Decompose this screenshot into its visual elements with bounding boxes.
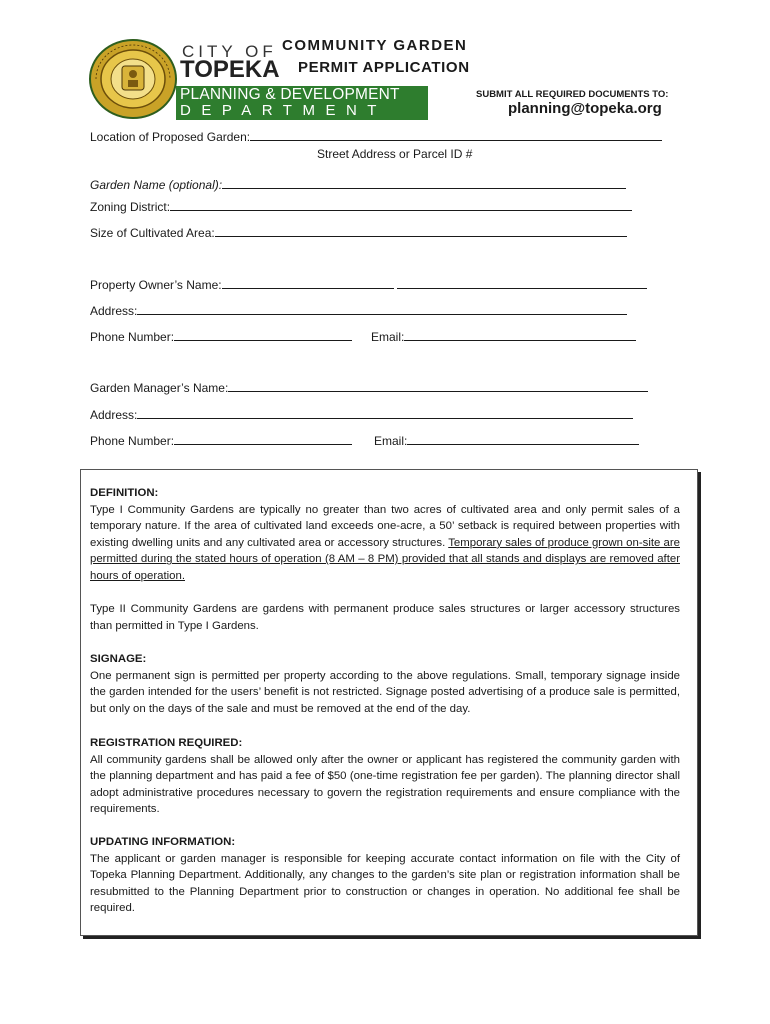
- owner-email-input[interactable]: [404, 329, 636, 341]
- manager-email-input[interactable]: [407, 433, 639, 445]
- manager-email-row: [374, 433, 639, 448]
- submit-instructions: SUBMIT ALL REQUIRED DOCUMENTS TO:: [476, 89, 669, 100]
- registration-section: [90, 735, 680, 818]
- location-hint: Street Address or Parcel ID #: [317, 147, 473, 161]
- type2-text: Type II Community Gardens are gardens with permanent produce sales structures or larger accessory structures than permitted in Type I Gardens.: [90, 603, 680, 632]
- manager-address-input[interactable]: [137, 407, 633, 419]
- manager-email-label: Email:: [374, 434, 408, 448]
- zoning-label: Zoning District:: [90, 200, 171, 214]
- signage-section: [90, 651, 680, 717]
- owner-name-row: [90, 277, 647, 292]
- location-input[interactable]: [250, 129, 662, 141]
- zoning-input[interactable]: [170, 199, 632, 211]
- updating-section: [90, 834, 680, 917]
- definition-section: [90, 485, 680, 585]
- owner-email-row: [371, 329, 636, 344]
- size-input[interactable]: [215, 225, 627, 237]
- city-seal-logo: [88, 38, 178, 120]
- location-label: Location of Proposed Garden:: [90, 130, 251, 144]
- size-row: [90, 225, 627, 240]
- logo-city-of: CITY OF: [182, 42, 277, 61]
- updating-text: The applicant or garden manager is responsible for keeping accurate contact information on file with the City of Topeka Planning Department. Additionally, any changes to the garden’s site plan or registration information shall be resubmitted to the Planning Department prior to construction or changes in operation. No additional fee shall be required.: [90, 852, 680, 915]
- signage-text: One permanent sign is permitted per property according to the above regulations. Small, temporary signage inside the garden intended for the users’ benefit is not restricted. Signage posted advertising of a produce sale is permitted, but only on the days of the sale and must be removed at the end of the day.: [90, 669, 680, 715]
- manager-name-label: Garden Manager’s Name:: [90, 381, 229, 395]
- owner-phone-input[interactable]: [174, 329, 352, 341]
- manager-phone-row: [90, 433, 352, 448]
- logo-city-name: TOPEKA: [180, 56, 280, 83]
- type2-section: [90, 601, 680, 634]
- owner-name-label: Property Owner’s Name:: [90, 278, 222, 292]
- manager-address-label: Address:: [90, 408, 138, 422]
- garden-name-input[interactable]: [222, 177, 626, 189]
- owner-phone-row: [90, 329, 352, 344]
- owner-name-input-2[interactable]: [397, 277, 647, 289]
- manager-name-input[interactable]: [228, 380, 648, 392]
- garden-name-row: [90, 177, 626, 192]
- submit-email-link[interactable]: planning@topeka.org: [508, 100, 662, 117]
- location-field-row: [90, 129, 662, 144]
- logo-dept-line2: DEPARTMENT: [180, 102, 387, 119]
- definition-text: Type I Community Gardens are typically no greater than two acres of cultivated area and only permit sales of a temporary nature. If the area of cultivated land exceeds one-acre, a 50’ setback is required between properties with existing dwelling units and any cultivated area or accessory structures.: [90, 503, 680, 549]
- registration-heading: REGISTRATION REQUIRED:: [90, 737, 243, 749]
- definition-underlined-text: Temporary sales of produce grown on-site are permitted during the stated hours of operation (8 AM – 8 PM) provided that all stands and displays are removed after hours of operation.: [90, 536, 680, 582]
- logo-dept-line1: PLANNING & DEVELOPMENT: [180, 86, 400, 103]
- owner-phone-label: Phone Number:: [90, 330, 175, 344]
- manager-name-row: [90, 380, 648, 395]
- definition-heading: DEFINITION:: [90, 487, 159, 499]
- owner-address-row: [90, 303, 627, 318]
- owner-email-label: Email:: [371, 330, 405, 344]
- owner-name-input-1[interactable]: [222, 277, 394, 289]
- form-title-line1: COMMUNITY GARDEN: [282, 37, 468, 54]
- manager-phone-input[interactable]: [174, 433, 352, 445]
- manager-address-row: [90, 407, 633, 422]
- owner-address-input[interactable]: [137, 303, 627, 315]
- size-label: Size of Cultivated Area:: [90, 226, 215, 240]
- updating-heading: UPDATING INFORMATION:: [90, 836, 236, 848]
- garden-name-label: Garden Name (optional):: [90, 178, 223, 192]
- form-title-line2: PERMIT APPLICATION: [298, 59, 470, 76]
- signage-heading: SIGNAGE:: [90, 653, 147, 665]
- owner-address-label: Address:: [90, 304, 138, 318]
- registration-text: All community gardens shall be allowed only after the owner or applicant has registered the community garden with the planning department and has paid a fee of $50 (one-time registration fee per garden). The planning director shall adopt administrative procedures necessary to govern the registration requirements and ensure compliance with the requirements.: [90, 753, 680, 816]
- manager-phone-label: Phone Number:: [90, 434, 175, 448]
- zoning-row: [90, 199, 632, 214]
